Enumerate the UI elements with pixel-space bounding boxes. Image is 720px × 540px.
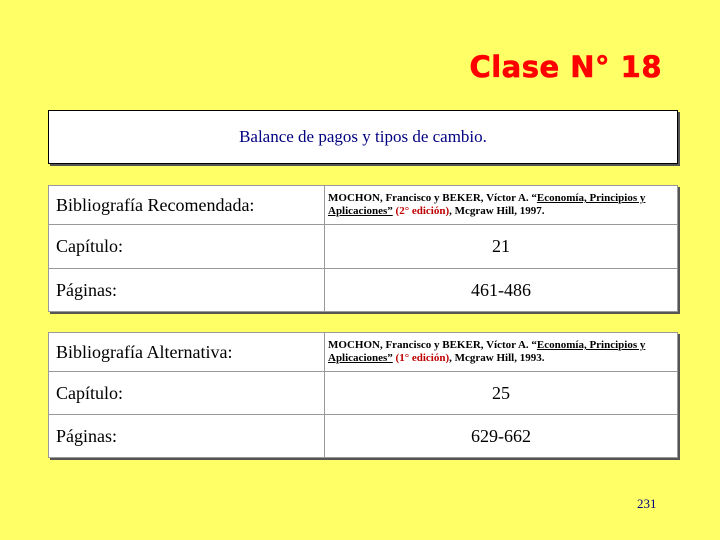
recommended-bibliography-row (48, 185, 678, 224)
chapter-label: Capítulo: (49, 372, 325, 414)
alternative-reference (325, 333, 677, 371)
pages-value: 461-486 (471, 279, 531, 300)
reference-edition: (1° edición) (392, 352, 450, 364)
alternative-chapter-row (48, 371, 678, 414)
alternative-bibliography-table (48, 332, 678, 458)
chapter-value: 21 (492, 236, 510, 256)
reference-authors: MOCHON, Francisco y BEKER, Víctor A. “ (328, 339, 537, 351)
subject-text: Balance de pagos y tipos de cambio. (239, 127, 487, 146)
page-number: 231 (637, 496, 657, 511)
slide-title: Clase N° 18 (469, 50, 662, 84)
recommended-reference (325, 186, 677, 224)
chapter-value: 25 (492, 382, 510, 403)
reference-edition: (2° edición) (392, 205, 450, 217)
reference-authors: MOCHON, Francisco y BEKER, Víctor A. “ (328, 192, 537, 204)
reference-publisher: , Mcgraw Hill, 1997. (449, 205, 545, 217)
alternative-label: Bibliografía Alternativa: (49, 333, 325, 371)
recommended-label: Bibliografía Recomendada: (49, 186, 325, 224)
recommended-pages-row (48, 268, 678, 312)
pages-label: Páginas: (49, 269, 325, 311)
pages-value: 629-662 (471, 425, 531, 446)
reference-publisher: , Mcgraw Hill, 1993. (449, 352, 545, 364)
reference-title: Economía, Principios y Aplicaciones” (328, 339, 646, 364)
alternative-bibliography-row (48, 332, 678, 371)
subject-box (48, 110, 678, 164)
reference-title: Economía, Principios y Aplicaciones” (328, 192, 646, 217)
recommended-chapter-row (48, 224, 678, 268)
chapter-label: Capítulo: (49, 225, 325, 268)
recommended-bibliography-table (48, 185, 678, 312)
pages-label: Páginas: (49, 415, 325, 457)
alternative-pages-row (48, 414, 678, 458)
